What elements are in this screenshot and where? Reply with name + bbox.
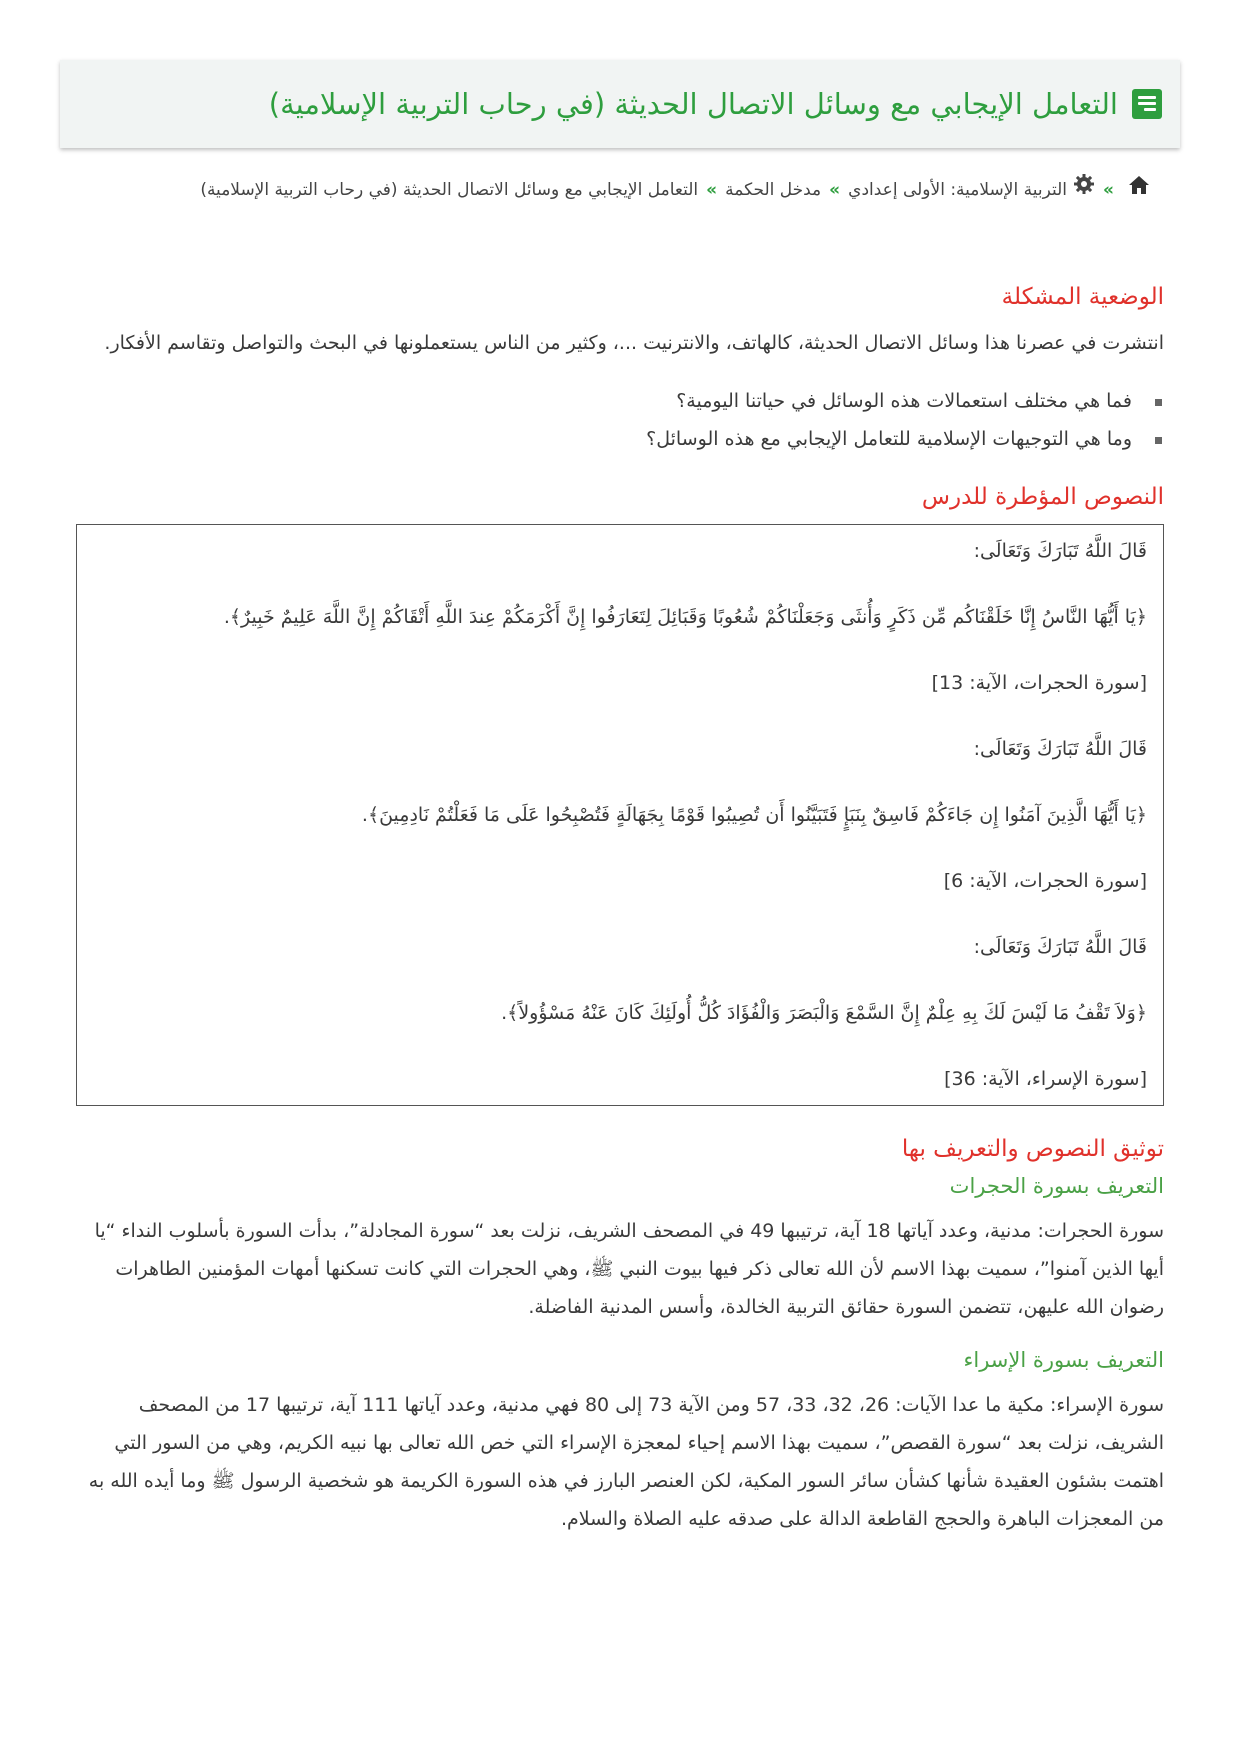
page-title: التعامل الإيجابي مع وسائل الاتصال الحديثة (في رحاب التربية الإسلامية) <box>268 87 1118 121</box>
questions-list <box>60 382 1180 458</box>
list-item: وما هي التوجيهات الإسلامية للتعامل الإيجابي مع هذه الوسائل؟ <box>60 420 1164 458</box>
verse-text: ﴿وَلاَ تَقْفُ مَا لَيْسَ لَكَ بِهِ عِلْمٌ إِنَّ السَّمْعَ وَالْبَصَرَ وَالْفُؤَادَ كُلُّ أُولَئِكَ كَانَ عَنْهُ مَسْؤُولاً﴾. <box>501 1002 1147 1024</box>
verse-text: ﴿يَا أَيُّهَا النَّاسُ إِنَّا خَلَقْنَاكُم مِّن ذَكَرٍ وَأُنثَى وَجَعَلْنَاكُمْ شُعُوبًا وَقَبَائِلَ لِتَعَارَفُوا إِنَّ أَكْرَمَكُمْ عِندَ اللَّهِ أَتْقَاكُمْ إِنَّ اللَّهَ عَلِيمٌ خَبِيرٌ﴾. <box>223 606 1147 628</box>
verse-reference: [سورة الإسراء، الآية: 36] <box>944 1068 1147 1090</box>
verse-text: ﴿يَا أَيُّهَا الَّذِينَ آمَنُوا إِن جَاءَكُمْ فَاسِقٌ بِنَبَإٍ فَتَبَيَّنُوا أَن تُصِيبُوا قَوْمًا بِجَهَالَةٍ فَتُصْبِحُوا عَلَى مَا فَعَلْتُمْ نَادِمِينَ﴾. <box>361 804 1147 826</box>
documentation-heading: توثيق النصوص والتعريف بها <box>901 1136 1164 1162</box>
breadcrumb-item-current: التعامل الإيجابي مع وسائل الاتصال الحديثة (في رحاب التربية الإسلامية) <box>200 180 699 200</box>
breadcrumb <box>70 172 1150 208</box>
problem-text: انتشرت في عصرنا هذا وسائل الاتصال الحديثة، كالهاتف، والانترنيت ...، وكثير من الناس يستعملونها في البحث والتواصل وتقاسم الأفكار. <box>104 332 1164 354</box>
verse-intro: قَالَ اللَّهُ تَبَارَكَ وَتَعَالَى: <box>973 936 1147 958</box>
gear-icon <box>1073 172 1095 208</box>
isra-heading: التعريف بسورة الإسراء <box>963 1348 1164 1372</box>
page <box>60 0 1180 1538</box>
framing-texts-box <box>76 524 1164 1106</box>
document-icon <box>1132 89 1162 119</box>
problem-heading: الوضعية المشكلة <box>1001 284 1164 310</box>
home-icon[interactable] <box>1128 172 1150 208</box>
breadcrumb-separator: » <box>829 180 841 200</box>
verse-reference: [سورة الحجرات، الآية: 13] <box>931 672 1147 694</box>
breadcrumb-item-course[interactable]: التربية الإسلامية: الأولى إعدادي <box>848 180 1068 200</box>
hujurat-text: سورة الحجرات: مدنية، وعدد آياتها 18 آية، ترتيبها 49 في المصحف الشريف، نزلت بعد “سورة المجادلة”، بدأت السورة بأسلوب النداء “يا أيها الذين آمنوا”، سميت بهذا الاسم لأن الله تعالى ذكر فيها بيوت النبي ﷺ، وهي الحجرات التي كانت تسكنها أمهات المؤمنين الطاهرات رضوان الله عليهن، تتضمن السورة حقائق التربية الخالدة، وأسس المدنية الفاضلة. <box>94 1220 1164 1318</box>
verse-intro: قَالَ اللَّهُ تَبَارَكَ وَتَعَالَى: <box>973 540 1147 562</box>
breadcrumb-item-unit[interactable]: مدخل الحكمة <box>725 180 822 200</box>
list-item: فما هي مختلف استعمالات هذه الوسائل في حياتنا اليومية؟ <box>60 382 1164 420</box>
texts-heading: النصوص المؤطرة للدرس <box>921 484 1164 510</box>
verse-reference: [سورة الحجرات، الآية: 6] <box>943 870 1147 892</box>
isra-text: سورة الإسراء: مكية ما عدا الآيات: 26، 32، 33، 57 ومن الآية 73 إلى 80 فهي مدنية، وعدد آياتها 111 آية، ترتيبها 17 من المصحف الشريف، نزلت بعد “سورة القصص”، سميت بهذا الاسم إحياء لمعجزة الإسراء التي خص الله تعالى بها نبيه الكريم، وهي من السور التي اهتمت بشئون العقيدة شأنها كشأن سائر السور المكية، لكن العنصر البارز في هذه السورة الكريمة هو شخصية الرسول ﷺ وما أيده الله به من المعجزات الباهرة والحجج القاطعة الدالة على صدقه عليه الصلاة والسلام. <box>88 1394 1164 1530</box>
title-bar <box>60 60 1180 148</box>
breadcrumb-separator: » <box>706 180 718 200</box>
hujurat-heading: التعريف بسورة الحجرات <box>949 1174 1164 1198</box>
verse-intro: قَالَ اللَّهُ تَبَارَكَ وَتَعَالَى: <box>973 738 1147 760</box>
breadcrumb-separator: » <box>1103 180 1114 200</box>
